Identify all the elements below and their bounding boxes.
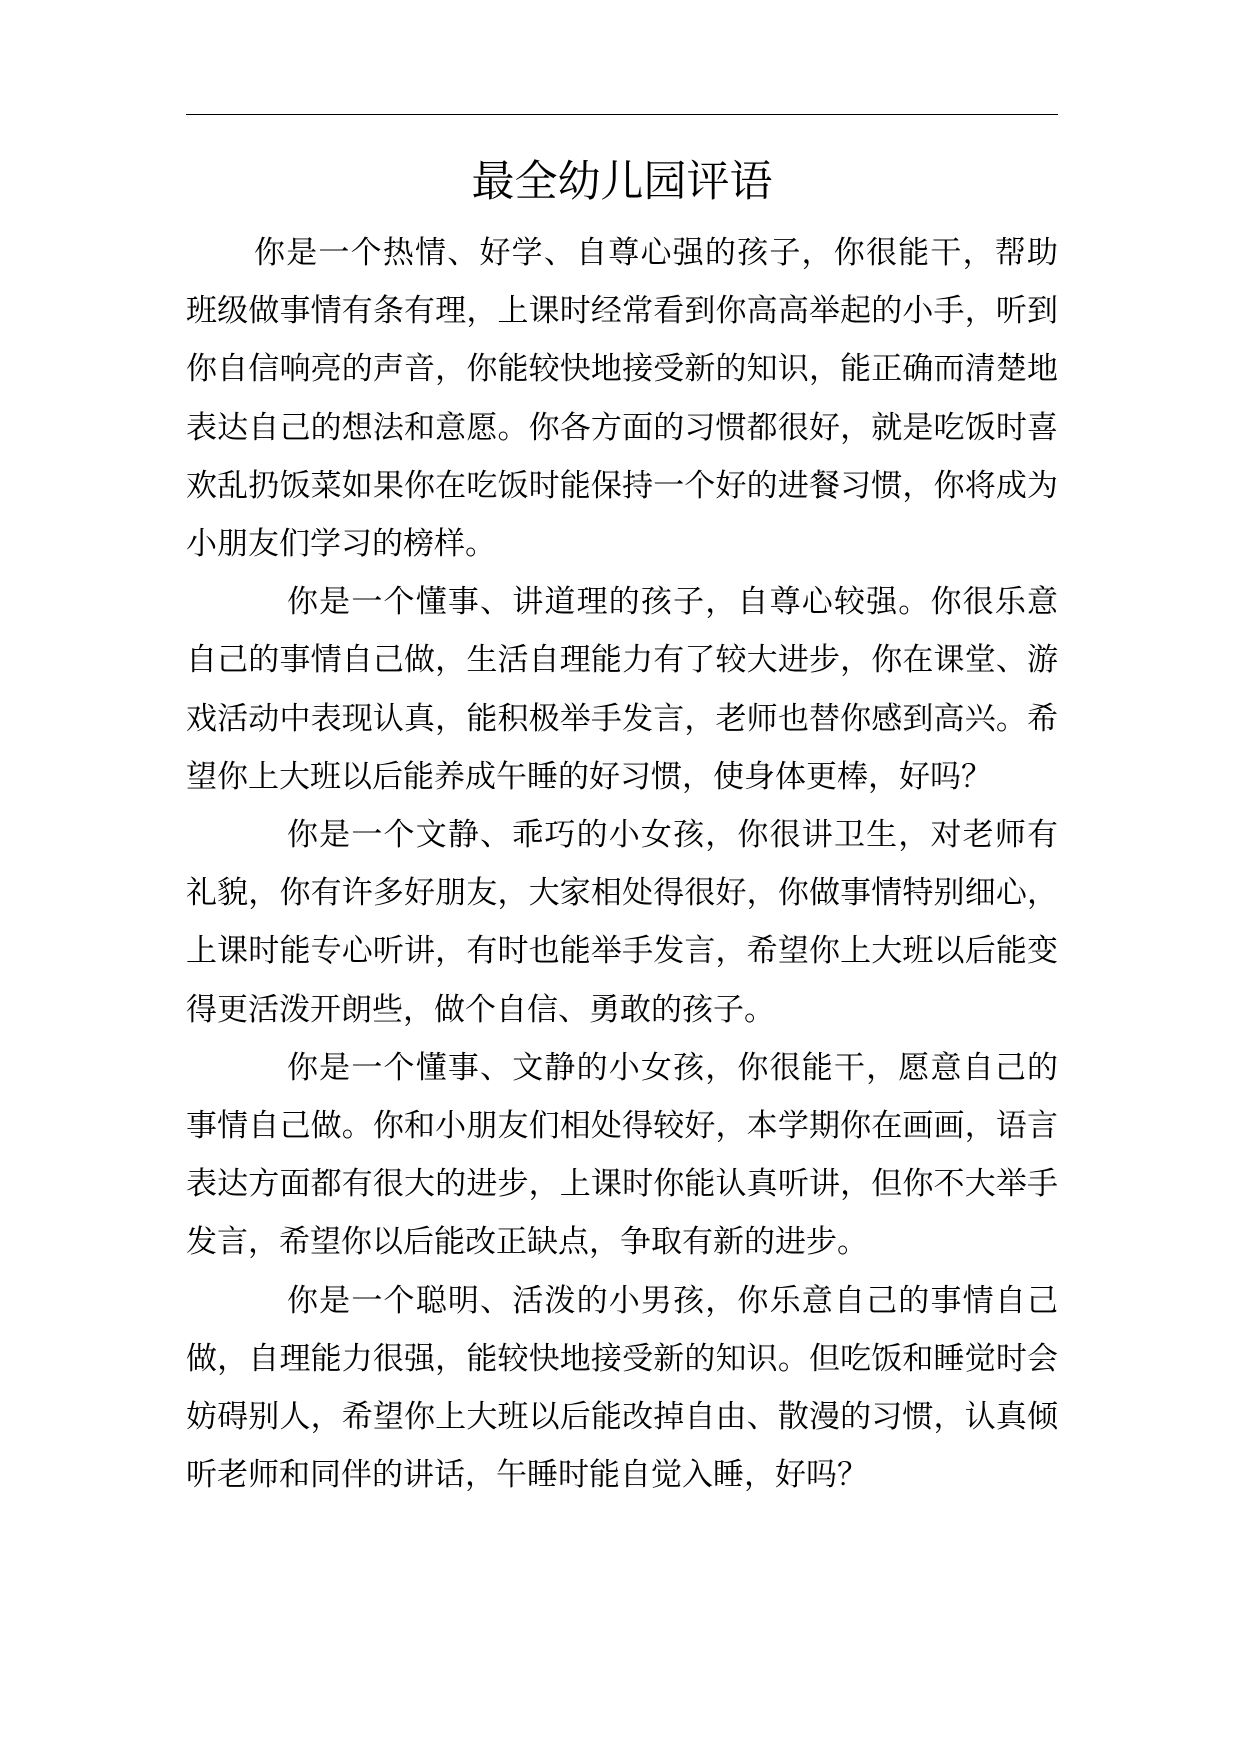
paragraph-2: 你是一个懂事、讲道理的孩子，自尊心较强。你很乐意自己的事情自己做，生活自理能力有了较大进步，你在课堂、游戏活动中表现认真，能积极举手发言，老师也替你感到高兴。希望你上大班以后能养成午睡的好习惯，使身体更棒，好吗？ xyxy=(186,584,1058,795)
paragraph-4: 你是一个懂事、文静的小女孩，你很能干，愿意自己的事情自己做。你和小朋友们相处得较好，本学期你在画画，语言表达方面都有很大的进步，上课时你能认真听讲，但你不大举手发言，希望你以后能改正缺点，争取有新的进步。 xyxy=(186,1049,1058,1261)
header-rule xyxy=(186,114,1058,115)
document-body xyxy=(186,224,1058,1504)
paragraph-5: 你是一个聪明、活泼的小男孩，你乐意自己的事情自己做，自理能力很强，能较快地接受新的知识。但吃饭和睡觉时会妨碍别人，希望你上大班以后能改掉自由、散漫的习惯，认真倾听老师和同伴的讲话，午睡时能自觉入睡，好吗？ xyxy=(186,1282,1058,1494)
paragraph-1: 你是一个热情、好学、自尊心强的孩子，你很能干，帮助班级做事情有条有理，上课时经常看到你高高举起的小手，听到你自信响亮的声音，你能较快地接受新的知识，能正确而清楚地表达自己的想法和意愿。你各方面的习惯都很好，就是吃饭时喜欢乱扔饭菜如果你在吃饭时能保持一个好的进餐习惯，你将成为小朋友们学习的榜样。 xyxy=(186,235,1058,563)
document-title: 最全幼儿园评语 xyxy=(471,157,773,207)
paragraph-3: 你是一个文静、乖巧的小女孩，你很讲卫生，对老师有礼貌，你有许多好朋友，大家相处得很好，你做事情特别细心，上课时能专心听讲，有时也能举手发言，希望你上大班以后能变得更活泼开朗些，做个自信、勇敢的孩子。 xyxy=(186,817,1058,1028)
